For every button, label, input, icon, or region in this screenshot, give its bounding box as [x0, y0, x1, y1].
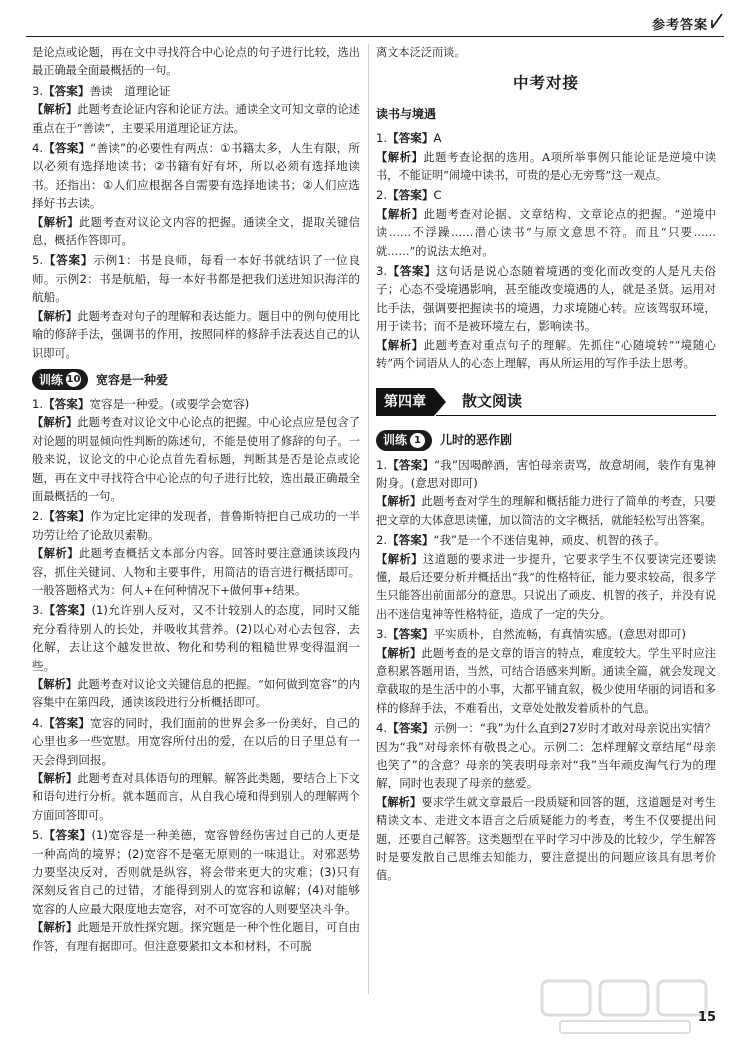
paragraph-text: 此题考查对议论文关键信息的把握。“如何做到宽容”的内容集中在第四段，通读该段进行分析概括即可。	[32, 678, 360, 710]
training-header	[32, 369, 360, 391]
section-heading: 中考对接	[512, 74, 579, 93]
answer-tag: 【答案】	[43, 83, 90, 98]
analysis-tag: 【解析】	[376, 646, 422, 660]
paragraph-text: 此题考查的是文章的语言的特点，难度较大。学生平时应注意积累答题用语，当然，可结合语感来判断。通读全篇，就会发现文章截取的是生活中的小事，大都平铺直叙，极少使用华丽的词语和多样的修辞手法，不难看出，文章处处散发着质朴的气息。	[376, 646, 716, 715]
paragraph-text: (1)宽容是一种美德，宽容曾经伤害过自己的人更是一种高尚的境界；(2)宽容不是毫无原则的一味退让。对邪恶势力要坚决反对，否则就是纵容，将会带来更大的灾难；(3)只有深刻反省自己的过错，才能得到别人的宽容和谅解；(4)对能够宽容的人应最大限度地去宽容，对不可宽容的人则要坚决斗争。	[32, 828, 360, 916]
analysis-tag: 【解析】	[32, 921, 78, 935]
question-number: 3.	[32, 603, 44, 618]
analysis-paragraph	[32, 214, 360, 251]
analysis-paragraph	[376, 794, 716, 886]
paragraph-text: 此题考查论证内容和论证方法。通读全文可知文章的论述重点在于“善读”，主要采用道理论证方法。	[32, 103, 360, 135]
paragraph-text: 要求学生就文章最后一段质疑和回答的题，这道题是对考生精读文本、走进文本语言之后质疑能力的考查，考生不仅要提出问题，还要自己解答。这类题型在平时学习中涉及的比较少，学生解答时是要发散自己思维去知能力，要注意提出的问题应该具有思考价值。	[376, 795, 716, 883]
answer-paragraph	[32, 139, 360, 213]
analysis-tag: 【解析】	[32, 678, 78, 691]
paragraph-text: 是论点或论题，再在文中寻找符合中心论点的句子进行比较，选出最正确最全面最概括的一句。	[32, 46, 360, 78]
question-number: 2.	[376, 533, 388, 548]
right-column	[376, 44, 716, 887]
analysis-tag: 【解析】	[32, 416, 78, 430]
answer-paragraph	[376, 456, 716, 493]
question-number: 4.	[32, 715, 44, 730]
training-number: 1	[410, 433, 425, 448]
paragraph-text: 此题考查对议论文中心论点的把握。中心论点应是包含了对论题的明显倾向性判断的陈述句，不能是使用了修辞的句子。一般来说，议论文的中心论点首先看标题，判断其是否是论点或论题，再在文中寻找符合中心论点的句子进行比较，选出最正确最全面最概括的一句。	[32, 416, 360, 503]
analysis-tag: 【解析】	[376, 795, 422, 809]
answer-paragraph	[376, 719, 716, 793]
paragraph-text: C	[433, 188, 442, 203]
column-divider	[368, 44, 369, 994]
answer-tag: 【答案】	[387, 721, 434, 736]
training-title: 儿时的恶作剧	[440, 433, 513, 448]
paragraph-text: A	[433, 131, 442, 146]
paragraph-text: 离文本泛泛而谈。	[376, 46, 466, 59]
answer-paragraph	[376, 531, 716, 549]
training-title: 宽容是一种爱	[96, 372, 169, 387]
question-number: 5.	[32, 253, 44, 268]
paragraph-text: 宽容是一种爱。(或要学会宽容)	[89, 396, 250, 411]
paragraph-text: 此题考查对论据、文章结构、文章论点的把握。“逆境中读……不浮躁……潜心读书”与原文意思不符。而且“只要……就……”的说法太绝对。	[376, 207, 716, 258]
analysis-paragraph	[32, 101, 360, 138]
paragraph-text: 此题考查对具体语句的理解。解答此类题，要结合上下文和语句进行分析。就本题而言，从自我心境和得到别人的理解两个方面回答即可。	[32, 772, 360, 822]
analysis-paragraph	[376, 149, 716, 186]
paragraph-text: 此题考查对句子的理解和表达能力。题目中的例句使用比喻的修辞手法，强调书的作用，按照同样的修辞手法表达自己的认识即可。	[32, 309, 360, 360]
paragraph-text: 此题考查论据的选用。A项所举事例只能论证是逆境中读书，不能证明“闹境中读书，可贵的是心无旁骛”这一观点。	[376, 150, 716, 183]
paragraph-text: 善读 道理论证	[89, 83, 171, 98]
analysis-paragraph	[32, 919, 360, 956]
question-number: 1.	[376, 131, 388, 146]
answer-tag: 【答案】	[43, 509, 91, 524]
sub-heading: 读书与境遇	[376, 106, 437, 121]
chapter-arrow-icon	[434, 388, 446, 416]
analysis-tag: 【解析】	[32, 547, 79, 561]
analysis-paragraph	[376, 206, 716, 261]
page-number: 15	[697, 1010, 716, 1025]
analysis-paragraph	[376, 645, 716, 719]
answer-tag: 【答案】	[387, 264, 437, 279]
chapter-banner	[376, 388, 716, 416]
training-badge	[376, 430, 432, 451]
answer-paragraph	[32, 826, 360, 918]
analysis-paragraph	[376, 493, 716, 530]
header-title: 参考答案	[651, 18, 708, 33]
paragraph-text: 此题考查概括文本部分内容。回答时要注意通读该段内容，抓住关键词、人物和主要事件，用简洁的语言进行概括即可。一般答题格式为：何人+在何种情况下+做何事+结果。	[32, 547, 360, 597]
answer-tag: 【答案】	[43, 396, 90, 411]
paragraph-text: 平实质朴，自然流畅，有真情实感。(意思对即可)	[433, 627, 686, 642]
question-number: 4.	[32, 141, 44, 156]
analysis-tag: 【解析】	[376, 552, 423, 566]
analysis-paragraph	[376, 44, 716, 62]
answer-tag: 【答案】	[387, 188, 434, 203]
training-badge-label: 训练	[383, 433, 408, 448]
question-number: 4.	[376, 721, 388, 736]
paragraph-text: 此题考查对重点句子的理解。先抓住“心随境转”“境随心转”两个词语从人的心态上理解，再从所运用的写作手法上思考。	[376, 338, 716, 371]
question-number: 1.	[376, 457, 388, 472]
training-badge-label: 训练	[39, 372, 64, 387]
question-number: 5.	[32, 828, 44, 843]
answer-paragraph	[376, 625, 716, 643]
answer-tag: 【答案】	[43, 141, 91, 156]
question-number: 3.	[32, 83, 44, 98]
question-number: 2.	[376, 188, 388, 203]
answer-tag: 【答案】	[43, 253, 94, 268]
answer-paragraph	[376, 262, 716, 336]
analysis-tag: 【解析】	[32, 103, 78, 117]
question-number: 2.	[32, 509, 44, 524]
question-number: 1.	[32, 396, 44, 411]
analysis-tag: 【解析】	[376, 150, 424, 164]
watermark-logo	[540, 977, 710, 1037]
answer-tag: 【答案】	[43, 828, 92, 843]
paragraph-text: (1)允许别人反对，又不计较别人的态度，同时又能充分看待别人的长处，并吸收其营养。(2)以心对心去包容，去化解，去让这个越发世故、物化和势利的粗糙世界变得温润一些。	[32, 603, 360, 673]
analysis-paragraph	[376, 551, 716, 625]
answer-paragraph	[32, 507, 360, 544]
answer-tag: 【答案】	[387, 627, 434, 642]
paragraph-text: “善读”的必要性有两点：①书籍太多，人生有限，所以必须有选择地读书；②书籍有好有坏，所以必须有选择地读书。还指出：①人们应根据各自需要有选择地读书；②人们应选择好书去读。	[32, 141, 360, 211]
paragraph-text: 这道题的要求进一步提升，它要求学生不仅要读完还要读懂，最后还要分析并概括出“我”的性格特征，能力要求较高，很多学生只能答出前面部分的意思。只说出了顽皮、机智的孩子，并没有说出不迷信鬼神等性格特征，造成了一定的失分。	[376, 552, 716, 621]
analysis-paragraph	[32, 545, 360, 600]
analysis-paragraph	[32, 414, 360, 506]
paragraph-text: 此题考查对议论文内容的把握。通读全文，提取关键信息，概括作答即可。	[32, 215, 360, 248]
answer-tag: 【答案】	[43, 603, 92, 618]
analysis-tag: 【解析】	[32, 309, 78, 323]
analysis-tag: 【解析】	[376, 495, 422, 509]
answer-tag: 【答案】	[387, 457, 435, 472]
paragraph-text: 宽容的同时，我们面前的世界会多一份美好，自己的心里也多一些宽慰。用宽容所付出的爱，在以后的日子里总有一天会得到回报。	[32, 715, 360, 767]
paragraph-text: 此题是开放性探究题。探究题是一种个性化题目，可自由作答，有理有据即可。但注意要紧扣文本和材料，不可脱	[32, 921, 360, 953]
analysis-tag: 【解析】	[376, 338, 424, 352]
paragraph-text: “我”是一个不迷信鬼神，顽皮、机智的孩子。	[433, 533, 666, 548]
paragraph-text: 示例1：书是良师，每看一本好书就结识了一位良师。示例2：书是航船，每一本好书都是把我们送进知识海洋的航船。	[32, 253, 360, 305]
analysis-paragraph	[32, 676, 360, 713]
analysis-tag: 【解析】	[32, 772, 78, 786]
paragraph-text: “我”因喝醉酒，害怕母亲责骂，故意胡闹，装作有鬼神附身。(意思对即可)	[376, 457, 716, 490]
analysis-tag: 【解析】	[376, 207, 424, 221]
answer-tag: 【答案】	[43, 715, 91, 730]
answer-tag: 【答案】	[387, 131, 434, 146]
paragraph-text: 此题考查对学生的理解和概括能力进行了简单的考查，只要把文章的大体意思读懂，加以简洁的文字概括，就能轻松写出答案。	[376, 495, 716, 527]
analysis-paragraph	[32, 770, 360, 825]
training-badge	[32, 369, 88, 390]
analysis-paragraph	[376, 337, 716, 374]
question-number: 3.	[376, 627, 388, 642]
chapter-title: 散文阅读	[462, 392, 523, 411]
check-mark-icon	[710, 12, 724, 30]
page-header	[0, 0, 750, 38]
paragraph-text: 作为定比定律的发现者，普鲁斯特把自己成功的一半功劳让给了论敌贝索勒。	[32, 509, 360, 542]
answer-paragraph	[32, 395, 360, 413]
left-column	[32, 44, 360, 957]
answer-paragraph	[32, 251, 360, 306]
answer-paragraph	[376, 129, 716, 147]
answer-paragraph	[32, 714, 360, 769]
header-rule	[26, 36, 724, 37]
analysis-paragraph	[32, 44, 360, 81]
question-number: 3.	[376, 264, 388, 279]
chapter-badge: 第四章	[376, 388, 434, 416]
training-number: 10	[66, 374, 81, 386]
answer-paragraph	[32, 601, 360, 675]
paragraph-text: 示例一：“我”为什么直到27岁时才敢对母亲说出实情？因为“我”对母亲怀有敬畏之心。示例二：怎样理解文章结尾“母亲也笑了”的含意？母亲的笑表明母亲对“我”当年顽皮淘气行为的理解，同时也表现了母亲的慈爱。	[376, 721, 716, 791]
answer-paragraph	[376, 186, 716, 204]
analysis-tag: 【解析】	[32, 215, 79, 229]
chapter-rule	[436, 415, 716, 416]
paragraph-text: 这句话是说心态随着境遇的变化而改变的人是凡夫俗子；心态不受境遇影响，甚至能改变境遇的人，就是圣贤。运用对比手法，强调要把握读书的境遇，力求境随心转。应该驾驭环境，用于读书；而不是被环境左右，影响读书。	[376, 264, 716, 334]
training-header	[376, 430, 716, 452]
answer-paragraph	[32, 82, 360, 100]
answer-tag: 【答案】	[387, 533, 434, 548]
analysis-paragraph	[32, 308, 360, 363]
